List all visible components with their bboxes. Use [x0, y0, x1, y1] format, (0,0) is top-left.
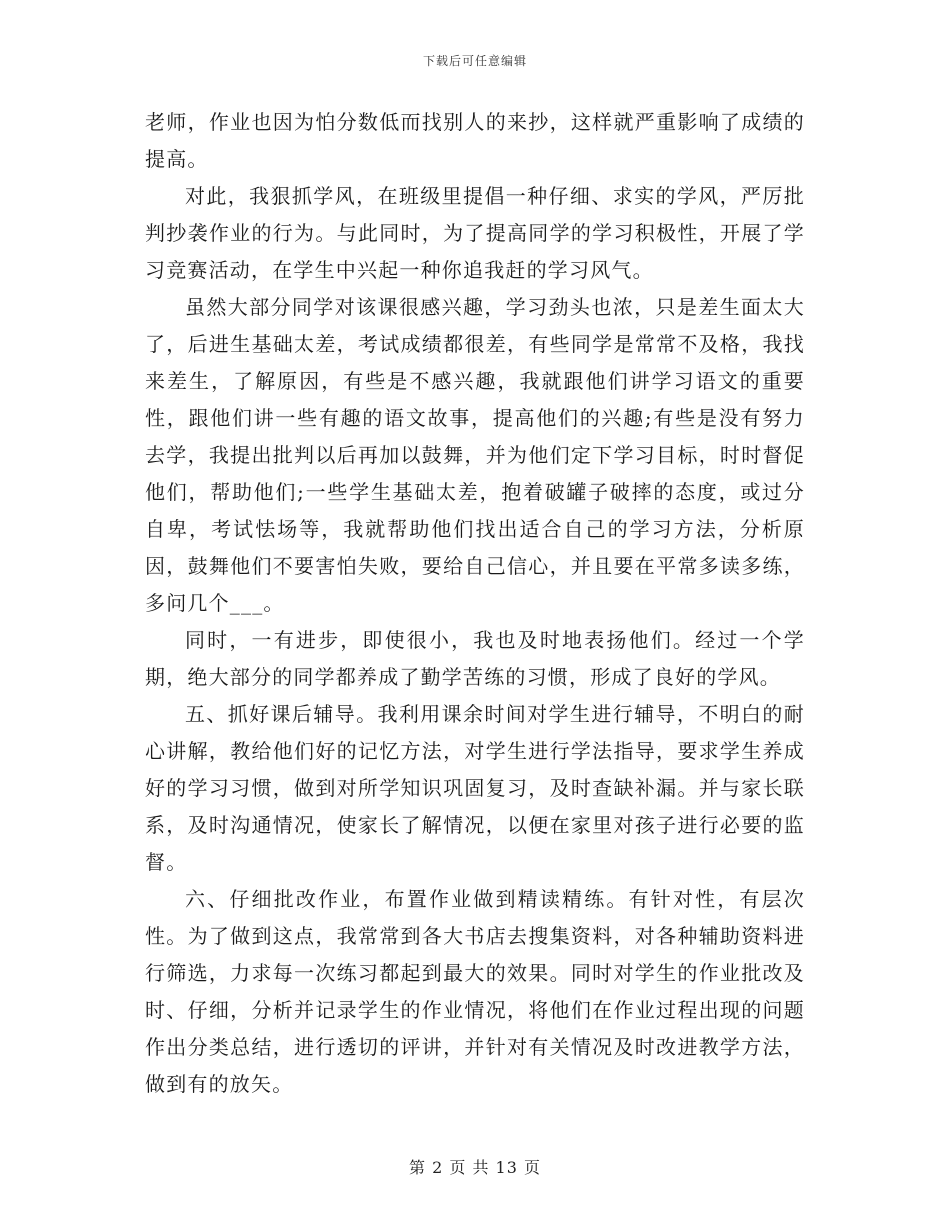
document-body — [145, 104, 805, 1103]
paragraph: 五、抓好课后辅导。我利用课余时间对学生进行辅导，不明白的耐心讲解，教给他们好的记忆方法，对学生进行学法指导，要求学生养成好的学习习惯，做到对所学知识巩固复习，及时查缺补漏。并与家长联系，及时沟通情况，使家长了解情况，以便在家里对孩子进行必要的监督。 — [145, 702, 805, 874]
paragraph-continuation: 老师，作业也因为怕分数低而找别人的来抄，这样就严重影响了成绩的提高。 — [145, 110, 805, 171]
page-number-footer: 第 2 页 共 13 页 — [409, 1158, 541, 1177]
paragraph: 虽然大部分同学对该课很感兴趣，学习劲头也浓，只是差生面太大了，后进生基础太差，考试成绩都很差，有些同学是常常不及格，我找来差生，了解原因，有些是不感兴趣，我就跟他们讲学习语文的重要性，跟他们讲一些有趣的语文故事，提高他们的兴趣;有些是没有努力去学，我提出批判以后再加以鼓舞，并为他们定下学习目标，时时督促他们，帮助他们;一些学生基础太差，抱着破罐子破摔的态度，或过分自卑，考试怯场等，我就帮助他们找出适合自己的学习方法，分析原因，鼓舞他们不要害怕失败，要给自己信心，并且要在平常多读多练，多问几个___。 — [145, 295, 805, 615]
paragraph: 六、仔细批改作业，布置作业做到精读精练。有针对性，有层次性。为了做到这点，我常常到各大书店去搜集资料，对各种辅助资料进行筛选，力求每一次练习都起到最大的效果。同时对学生的作业批改及时、仔细，分析并记录学生的作业情况，将他们在作业过程出现的问题作出分类总结，进行透切的评讲，并针对有关情况及时改进教学方法，做到有的放矢。 — [145, 887, 805, 1096]
page-header: 下载后可任意编辑 — [422, 54, 527, 68]
paragraph: 同时，一有进步，即使很小，我也及时地表扬他们。经过一个学期，绝大部分的同学都养成了勤学苦练的习惯，形成了良好的学风。 — [145, 628, 805, 689]
paragraph: 对此，我狠抓学风，在班级里提倡一种仔细、求实的学风，严厉批判抄袭作业的行为。与此同时，为了提高同学的学习积极性，开展了学习竞赛活动，在学生中兴起一种你追我赶的学习风气。 — [145, 184, 805, 282]
